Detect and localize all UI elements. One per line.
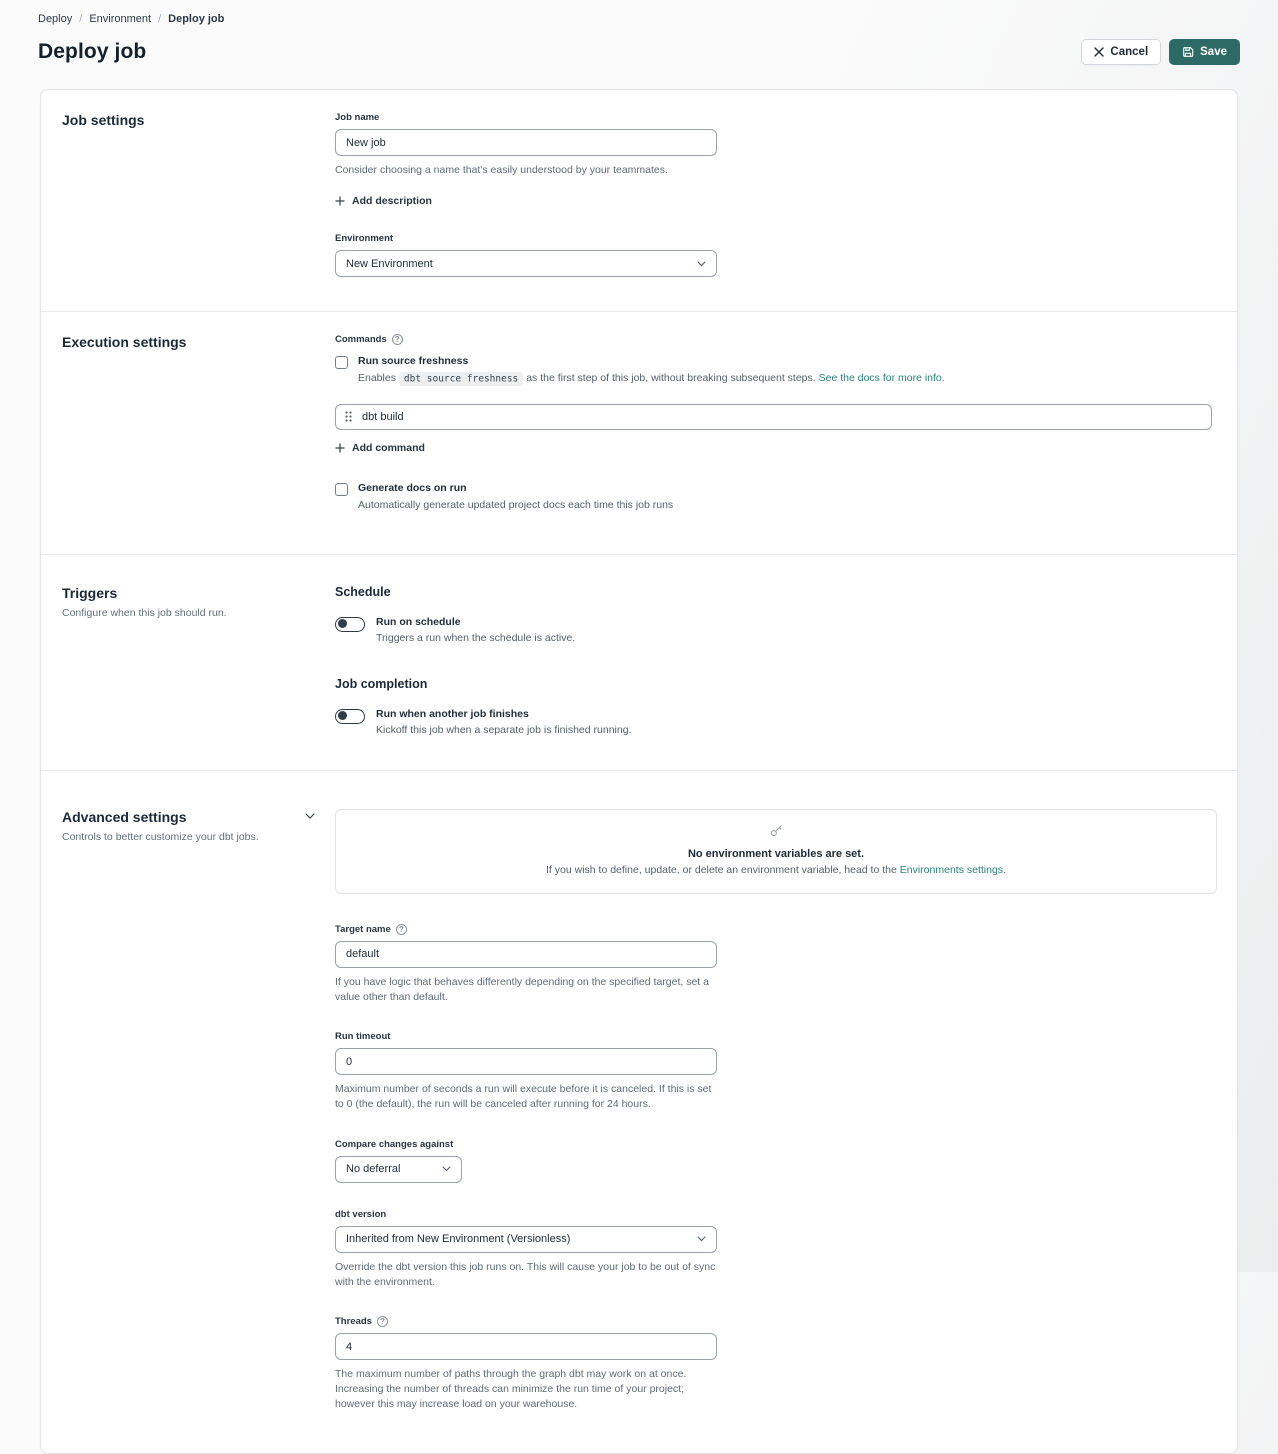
env-vars-empty-state — [335, 809, 1217, 894]
page-header — [38, 39, 1240, 65]
environments-settings-link[interactable]: Environments settings — [899, 863, 1004, 876]
run-source-freshness-desc — [358, 371, 945, 387]
breadcrumb — [38, 13, 1240, 25]
section-triggers — [41, 554, 1237, 770]
breadcrumb-environment[interactable]: Environment — [89, 13, 152, 25]
threads-label — [335, 1316, 1217, 1327]
advanced-settings-subheading: Controls to better customize your dbt jobs. — [62, 830, 259, 843]
compare-changes-value: No deferral — [346, 1163, 401, 1176]
run-when-another-job-finishes-row — [335, 708, 1217, 736]
threads-input[interactable] — [335, 1333, 717, 1360]
target-name-help-icon[interactable] — [396, 924, 407, 935]
plus-icon — [335, 443, 345, 453]
run-timeout-label: Run timeout — [335, 1031, 391, 1043]
section-job-settings — [41, 90, 1237, 311]
save-icon — [1182, 46, 1194, 58]
collapse-chevron-icon[interactable] — [305, 813, 315, 820]
advanced-settings-heading: Advanced settings — [62, 808, 187, 825]
plus-icon — [335, 196, 345, 206]
save-button-label: Save — [1200, 46, 1227, 58]
run-on-schedule-toggle[interactable] — [335, 617, 365, 632]
cancel-button-label: Cancel — [1110, 46, 1149, 58]
generate-docs-checkbox[interactable] — [335, 483, 348, 496]
dbt-version-value: Inherited from New Environment (Versionless) — [346, 1233, 571, 1246]
add-description-label: Add description — [352, 195, 432, 208]
run-when-another-job-finishes-label: Run when another job finishes — [376, 707, 529, 720]
add-description-button[interactable] — [335, 195, 432, 207]
page-title: Deploy job — [38, 40, 147, 63]
save-button[interactable] — [1169, 39, 1240, 65]
drag-handle-icon[interactable] — [345, 411, 352, 422]
chevron-down-icon — [442, 1166, 451, 1172]
environment-label: Environment — [335, 233, 394, 245]
dbt-version-label: dbt version — [335, 1208, 387, 1220]
section-execution-settings — [41, 311, 1237, 554]
run-on-schedule-desc: Triggers a run when the schedule is active. — [376, 631, 576, 644]
target-name-input[interactable] — [335, 941, 717, 968]
chevron-down-icon — [697, 261, 706, 267]
close-icon — [1094, 47, 1104, 57]
job-name-input[interactable] — [335, 129, 717, 156]
env-vars-title: No environment variables are set. — [687, 847, 865, 860]
generate-docs-desc: Automatically generate updated project docs each time this job runs — [358, 498, 674, 511]
env-vars-desc — [356, 864, 1196, 876]
freshness-desc-suffix: as the first step of this job, without breaking subsequent steps. — [526, 372, 816, 385]
freshness-docs-link[interactable]: See the docs for more info. — [818, 372, 945, 385]
run-on-schedule-row — [335, 616, 1217, 644]
header-actions — [1081, 39, 1240, 65]
schedule-heading: Schedule — [335, 584, 391, 599]
execution-settings-heading: Execution settings — [62, 334, 187, 351]
breadcrumb-deploy-job: Deploy job — [168, 13, 225, 25]
job-settings-heading: Job settings — [62, 112, 145, 128]
toggle-knob — [338, 619, 347, 628]
add-command-button[interactable] — [335, 442, 425, 454]
chevron-down-icon — [697, 1236, 706, 1242]
triggers-heading: Triggers — [62, 584, 118, 601]
env-vars-desc-suffix: . — [1003, 863, 1006, 876]
freshness-desc-prefix: Enables — [358, 372, 396, 385]
run-timeout-input[interactable] — [335, 1048, 717, 1075]
run-source-freshness-label: Run source freshness — [358, 355, 469, 368]
target-name-label-text: Target name — [335, 923, 391, 935]
compare-changes-select[interactable] — [335, 1156, 462, 1183]
toggle-knob — [338, 711, 347, 720]
breadcrumb-deploy[interactable]: Deploy — [38, 13, 73, 25]
environment-select-value: New Environment — [346, 257, 433, 270]
run-when-another-job-finishes-desc: Kickoff this job when a separate job is finished running. — [376, 723, 632, 736]
breadcrumb-separator: / — [79, 13, 83, 25]
threads-label-text: Threads — [335, 1316, 372, 1328]
generate-docs-row — [335, 482, 1217, 514]
generate-docs-label: Generate docs on run — [358, 481, 467, 494]
run-source-freshness-row — [335, 355, 1217, 387]
job-name-help: Consider choosing a name that's easily understood by your teammates. — [335, 164, 668, 176]
target-name-help: If you have logic that behaves differently depending on the specified target, set a value other than default. — [335, 975, 709, 1003]
threads-help-icon[interactable] — [377, 1316, 388, 1327]
run-when-another-job-finishes-toggle[interactable] — [335, 709, 365, 724]
triggers-subheading: Configure when this job should run. — [62, 606, 227, 619]
job-settings-card — [40, 89, 1238, 1454]
target-name-label — [335, 924, 1217, 935]
run-on-schedule-label: Run on schedule — [376, 615, 461, 628]
breadcrumb-separator: / — [158, 13, 162, 25]
commands-label — [335, 334, 1217, 345]
command-input[interactable] — [335, 404, 1212, 430]
commands-help-icon[interactable] — [392, 334, 403, 345]
command-value: dbt build — [362, 410, 404, 423]
freshness-code-chip: dbt source freshness — [399, 372, 523, 386]
job-name-label: Job name — [335, 112, 380, 123]
threads-help: The maximum number of paths through the graph dbt may work on at once. Increasing the number of threads can minimize the run time of your project; however this may increase load on your warehouse. — [335, 1368, 687, 1411]
cancel-button[interactable] — [1081, 39, 1161, 65]
dbt-version-help: Override the dbt version this job runs on. This will cause your job to be out of sync with the environment. — [335, 1260, 716, 1288]
run-timeout-help: Maximum number of seconds a run will execute before it is canceled. If this is set to 0 (the default), the run will be canceled after running for 24 hours. — [335, 1083, 712, 1111]
key-icon — [769, 823, 784, 838]
environment-select[interactable] — [335, 250, 717, 277]
dbt-version-select[interactable] — [335, 1226, 717, 1253]
env-vars-desc-prefix: If you wish to define, update, or delete an environment variable, head to the — [546, 863, 897, 876]
commands-label-text: Commands — [335, 334, 387, 346]
run-source-freshness-checkbox[interactable] — [335, 356, 348, 369]
section-advanced-settings — [41, 770, 1237, 1453]
job-completion-heading: Job completion — [335, 676, 428, 691]
add-command-label: Add command — [352, 441, 425, 454]
compare-changes-label: Compare changes against — [335, 1138, 454, 1150]
